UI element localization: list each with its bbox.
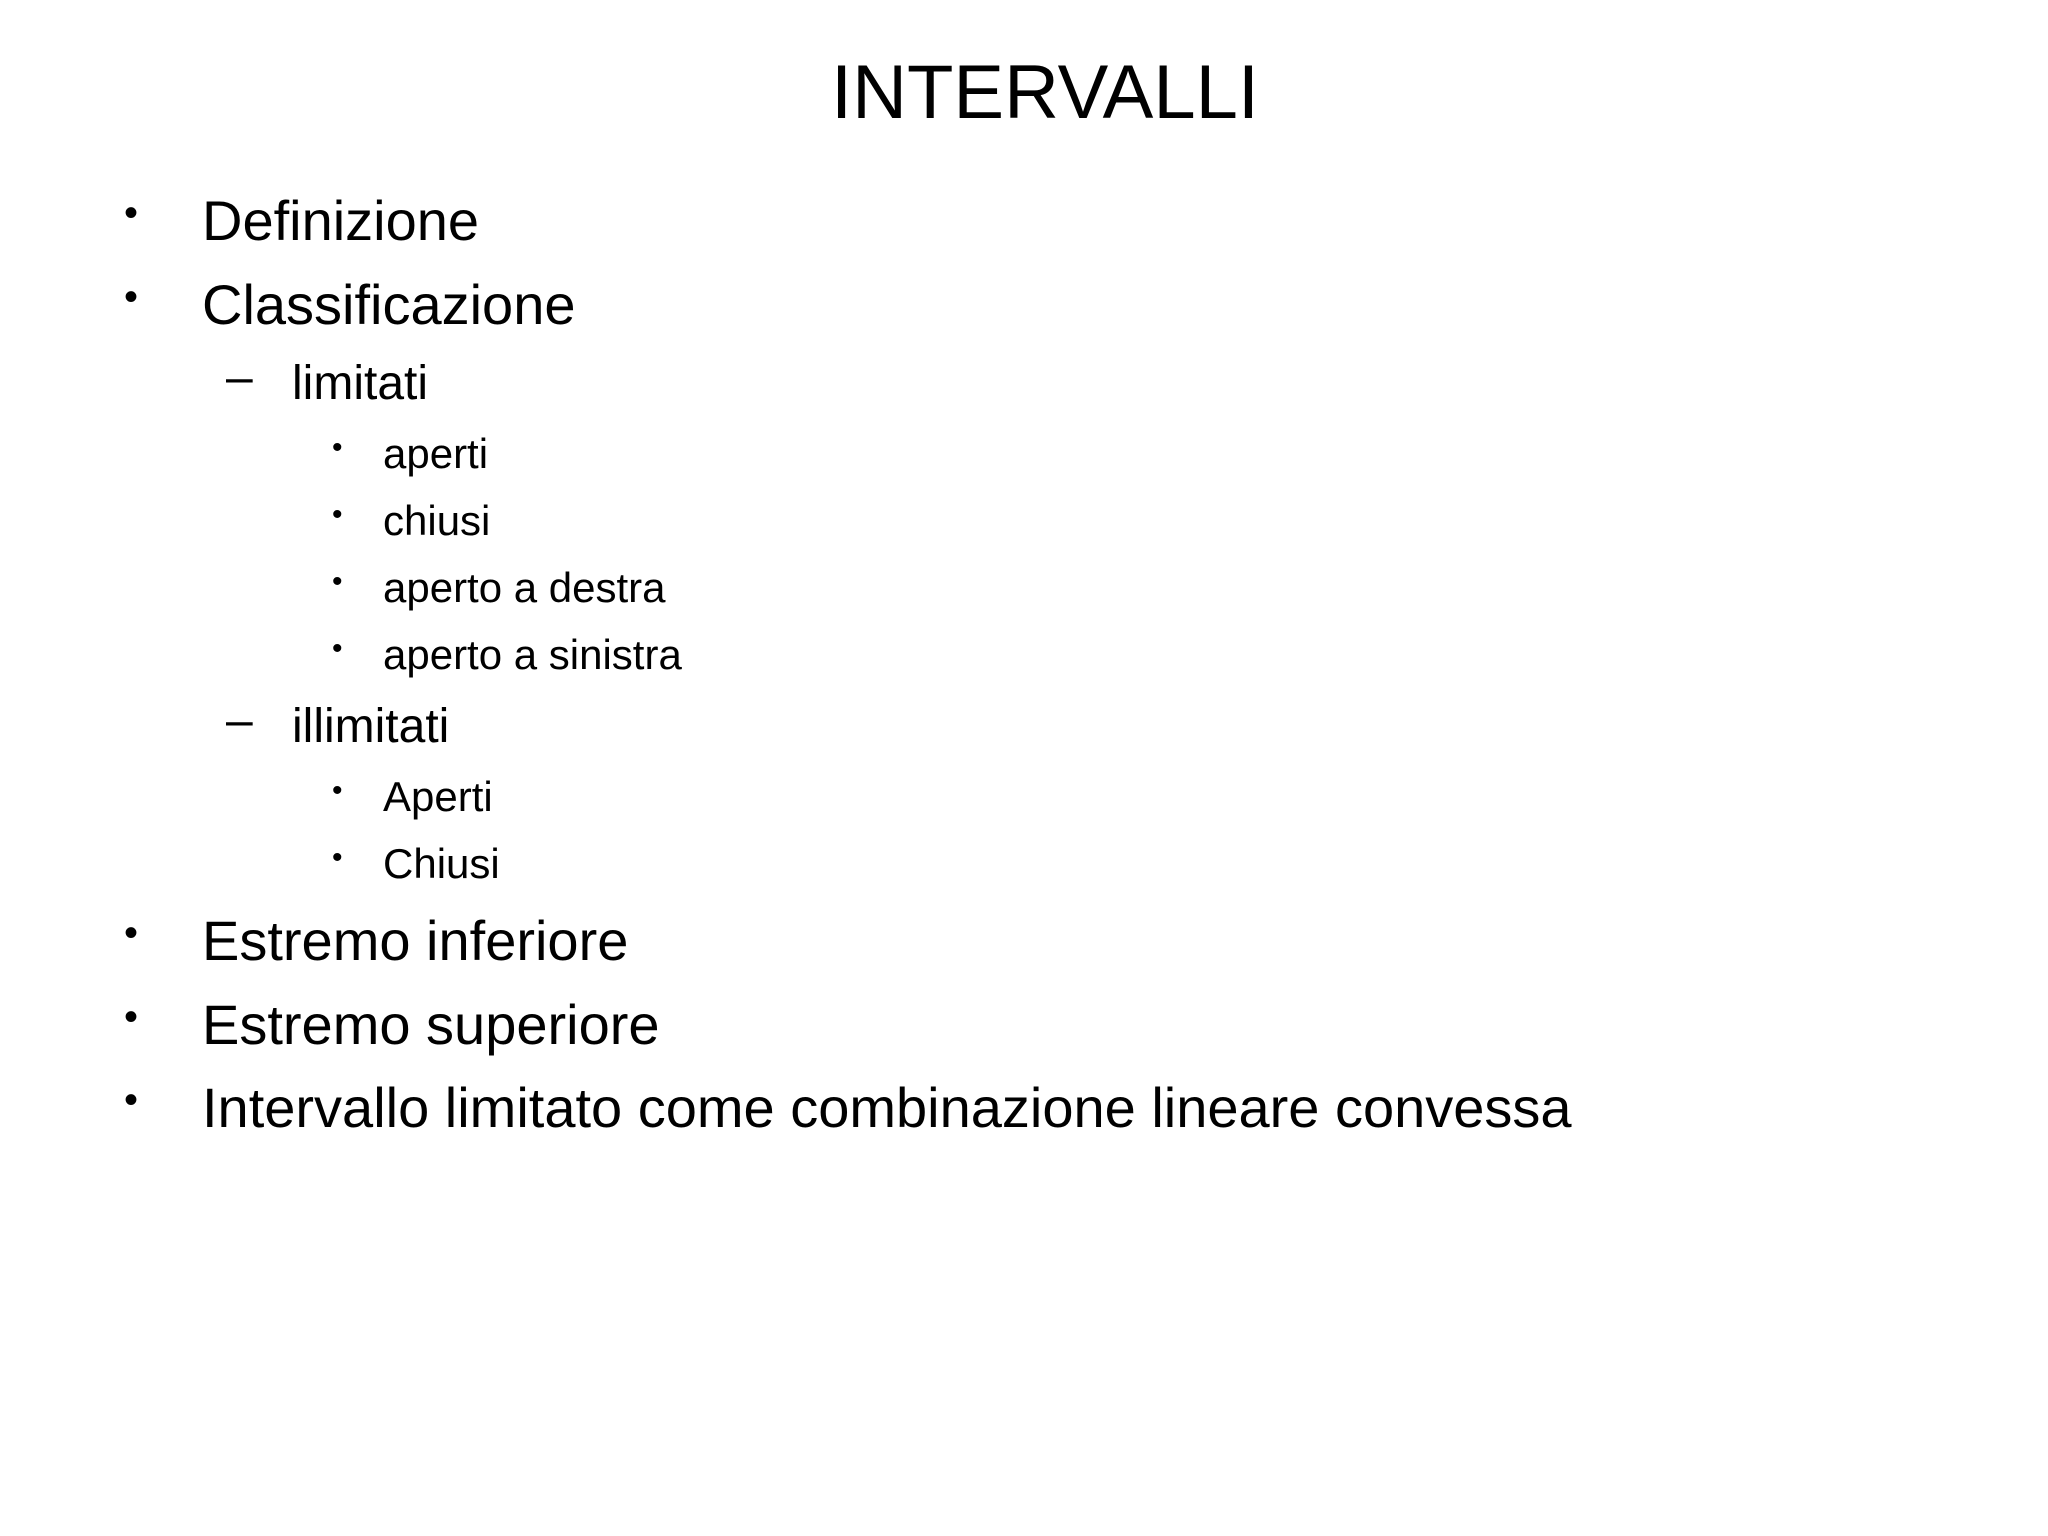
bullet-icon: • — [332, 431, 343, 464]
slide-title: INTERVALLI — [830, 50, 1260, 135]
list-item-text: Definizione — [202, 189, 480, 252]
list-item-text: aperti — [383, 430, 489, 477]
bullet-icon: • — [332, 565, 343, 598]
list-item-text: Aperti — [383, 773, 493, 820]
list-item-text: chiusi — [383, 497, 491, 544]
list-item-text: Estremo inferiore — [202, 909, 629, 972]
bullet-icon: • — [124, 995, 139, 1039]
list-item-text: aperto a destra — [383, 564, 666, 611]
dash-icon: – — [226, 694, 253, 747]
bullet-icon: • — [332, 841, 343, 874]
bullet-icon: • — [124, 911, 139, 955]
bullet-icon: • — [332, 774, 343, 807]
bullet-icon: • — [124, 275, 139, 319]
list-item-text: Classificazione — [202, 273, 576, 336]
list-item-text: Estremo superiore — [202, 993, 660, 1056]
bullet-icon: • — [332, 498, 343, 531]
dash-icon: – — [226, 351, 253, 404]
list-item-text: aperto a sinistra — [383, 631, 682, 678]
bullet-icon: • — [124, 191, 139, 235]
list-item-text: limitati — [292, 357, 429, 410]
bullet-icon: • — [332, 632, 343, 665]
list-item-text: Chiusi — [383, 840, 500, 887]
list-item-text: illimitati — [292, 700, 450, 753]
list-item-text: Intervallo limitato come combinazione lineare convessa — [202, 1076, 1572, 1139]
bullet-icon: • — [124, 1078, 139, 1122]
